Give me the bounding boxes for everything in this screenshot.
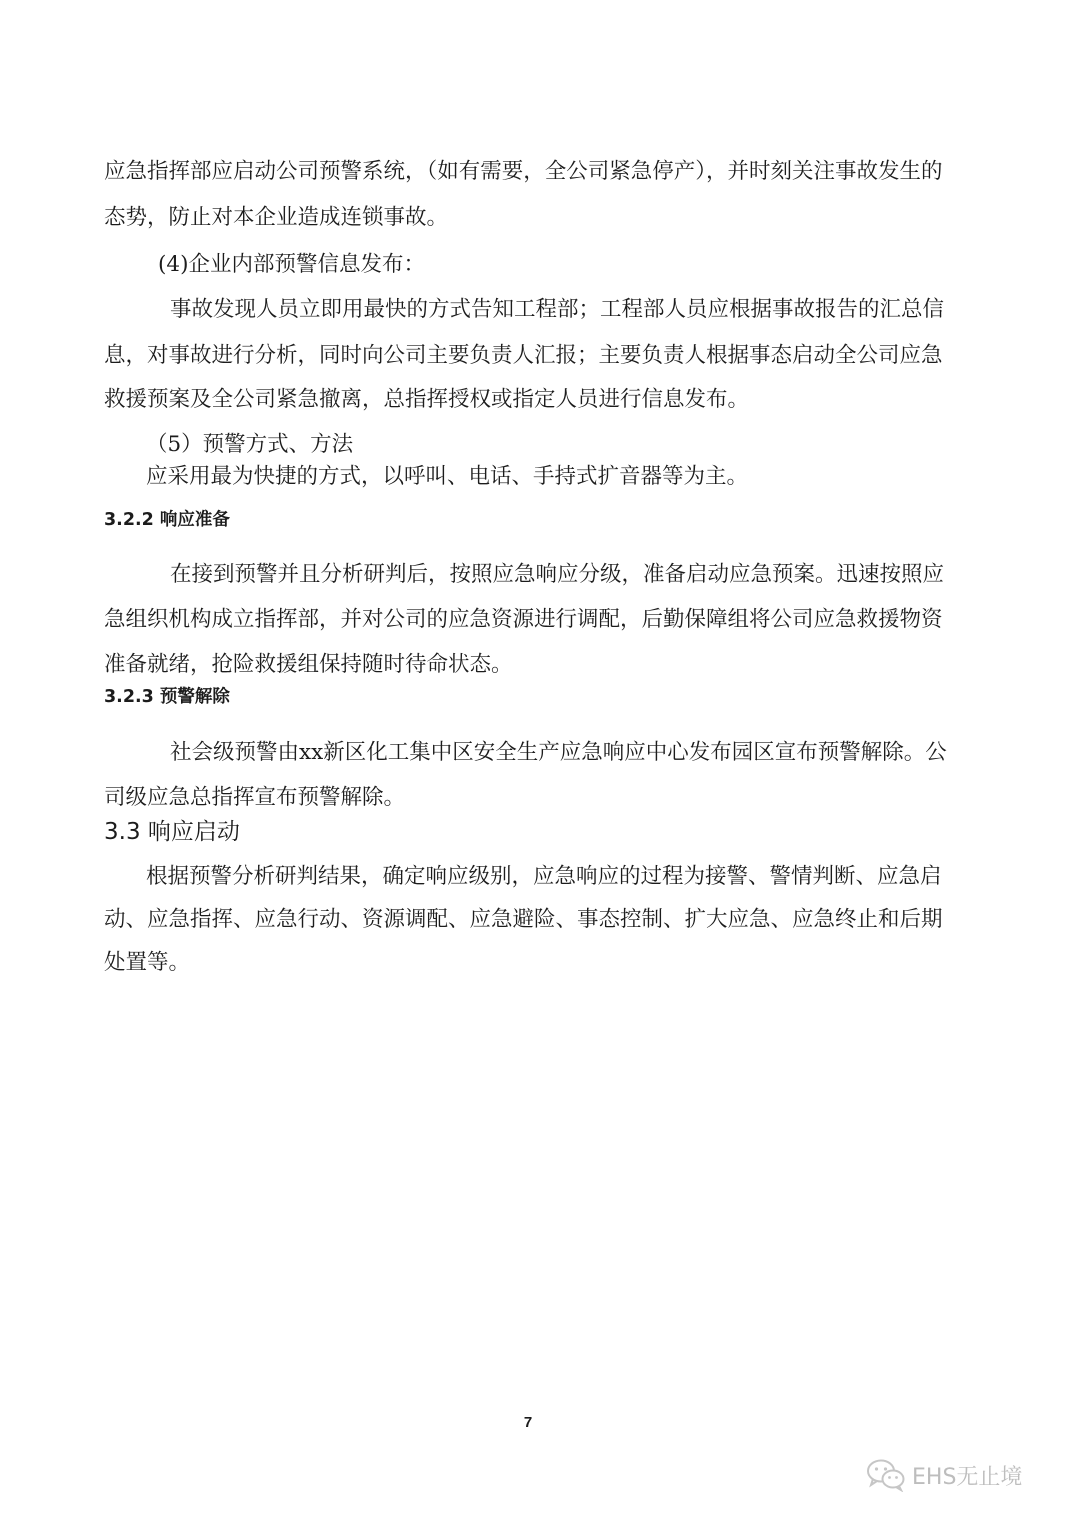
page-number: 7 — [523, 1414, 533, 1431]
item4-line-1: 事故发现人员立即用最快的方式告知工程部；工程部人员应根据事故报告的汇总信 — [170, 297, 945, 322]
item4-line-2: 息，对事故进行分析，同时向公司主要负责人汇报；主要负责人根据事态启动全公司应急 — [104, 343, 943, 368]
item5-text: 应采用最为快捷的方式，以呼叫、电话、手持式扩音器等为主。 — [146, 464, 749, 489]
section-323-line-1: 社会级预警由xx新区化工集中区安全生产应急响应中心发布园区宣布预警解除。公 — [170, 740, 947, 765]
section-322-heading: 3.2.2 响应准备 — [104, 510, 230, 530]
section-33-line-1: 根据预警分析研判结果，确定响应级别，应急响应的过程为接警、警情判断、应急启 — [146, 864, 942, 889]
intro-line-1: 应急指挥部应启动公司预警系统，（如有需要，全公司紧急停产），并时刻关注事故发生的 — [104, 159, 943, 184]
section-33-line-3: 处置等。 — [104, 950, 191, 975]
item5-heading: （5）预警方式、方法 — [146, 432, 354, 457]
section-323-heading: 3.2.3 预警解除 — [104, 687, 230, 707]
section-322-line-1: 在接到预警并且分析研判后，按照应急响应分级，准备启动应急预案。迅速按照应 — [170, 562, 945, 587]
watermark-text: EHS无止境 — [912, 1464, 1023, 1490]
item4-heading: (4)企业内部预警信息发布： — [158, 252, 425, 277]
intro-line-2: 态势，防止对本企业造成连锁事故。 — [104, 205, 449, 230]
section-323-line-2: 司级应急总指挥宣布预警解除。 — [104, 785, 406, 810]
section-33-heading: 3.3 响应启动 — [104, 819, 240, 845]
section-322-line-3: 准备就绪，抢险救援组保持随时待命状态。 — [104, 652, 513, 677]
item4-line-3: 救援预案及全公司紧急撤离，总指挥授权或指定人员进行信息发布。 — [104, 387, 750, 412]
section-33-line-2: 动、应急指挥、应急行动、资源调配、应急避险、事态控制、扩大应急、应急终止和后期 — [104, 907, 943, 932]
wechat-icon — [866, 1458, 906, 1492]
watermark — [866, 1458, 1022, 1492]
section-322-line-2: 急组织机构成立指挥部，并对公司的应急资源进行调配，后勤保障组将公司应急救援物资 — [104, 607, 943, 632]
